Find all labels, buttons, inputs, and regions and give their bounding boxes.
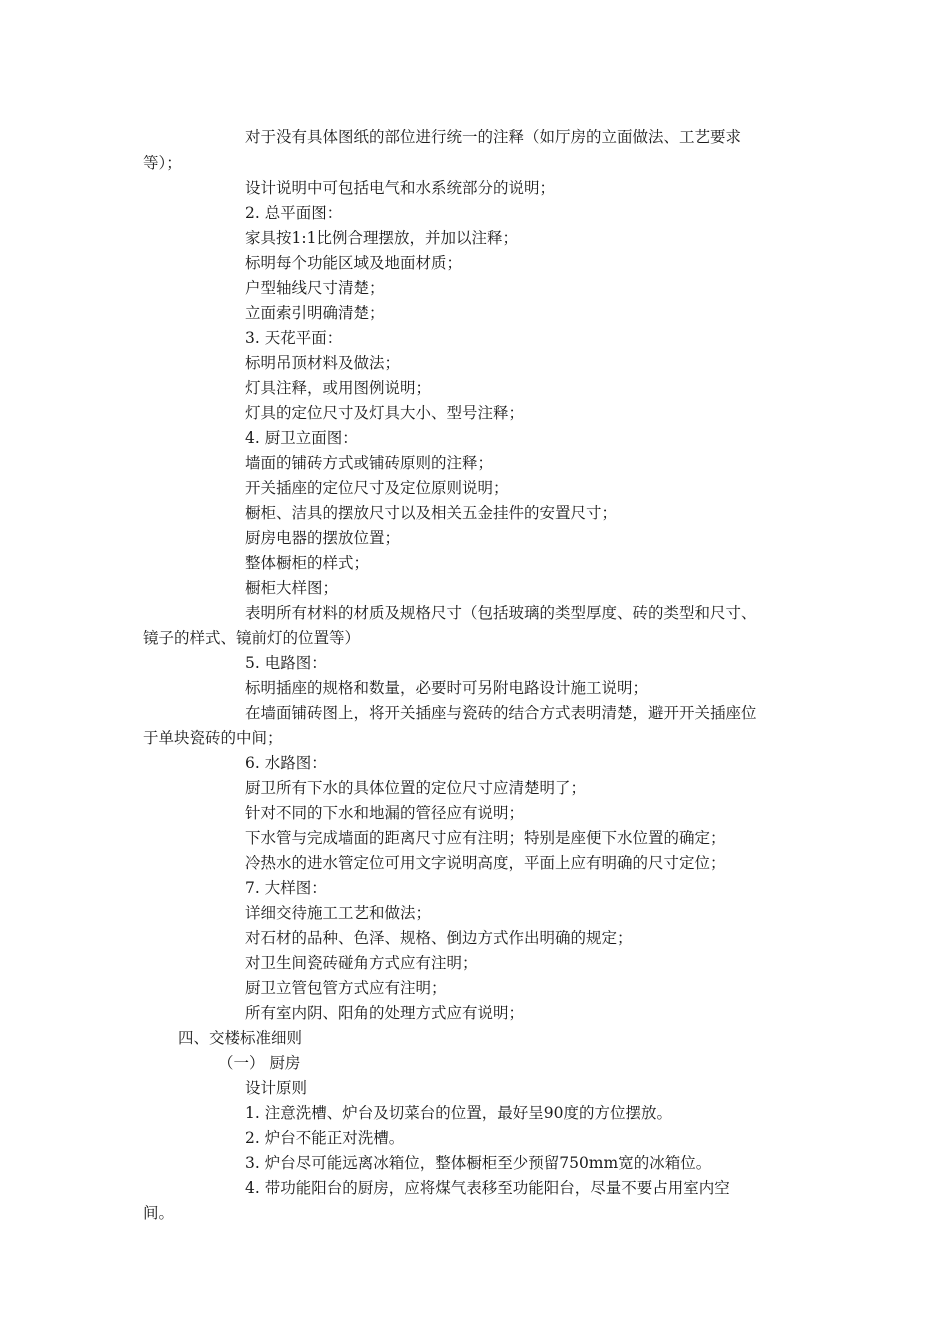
text-line: 间。 bbox=[143, 1204, 175, 1222]
item-heading: 4. 厨卫立面图： bbox=[245, 429, 358, 447]
text-line: 厨卫所有下水的具体位置的定位尺寸应清楚明了； bbox=[245, 779, 587, 797]
text-line: 在墙面铺砖图上，将开关插座与瓷砖的结合方式表明清楚，避开开关插座位 bbox=[245, 704, 757, 722]
text-line: 2. 炉台不能正对洗槽。 bbox=[245, 1129, 405, 1147]
text-line: 对卫生间瓷砖碰角方式应有注明； bbox=[245, 954, 478, 972]
text-line: 4. 带功能阳台的厨房，应将煤气表移至功能阳台，尽量不要占用室内空 bbox=[245, 1179, 730, 1197]
text-line: 对于没有具体图纸的部位进行统一的注释（如厅房的立面做法、工艺要求 bbox=[245, 128, 742, 146]
text-line: 整体橱柜的样式； bbox=[245, 554, 370, 572]
text-line: 橱柜大样图； bbox=[245, 579, 339, 597]
text-line: 灯具注释，或用图例说明； bbox=[245, 379, 432, 397]
text-line: 针对不同的下水和地漏的管径应有说明； bbox=[245, 804, 525, 822]
text-line: 标明每个功能区域及地面材质； bbox=[245, 254, 463, 272]
item-heading: 6. 水路图： bbox=[245, 754, 327, 772]
text-line: 于单块瓷砖的中间； bbox=[143, 729, 283, 747]
item-heading: 7. 大样图： bbox=[245, 879, 327, 897]
text-line: 所有室内阴、阳角的处理方式应有说明； bbox=[245, 1004, 525, 1022]
text-line: 对石材的品种、色泽、规格、倒边方式作出明确的规定； bbox=[245, 929, 633, 947]
section-heading: 四、交楼标准细则 bbox=[178, 1029, 303, 1047]
text-line: 厨卫立管包管方式应有注明； bbox=[245, 979, 447, 997]
text-line: 3. 炉台尽可能远离冰箱位，整体橱柜至少预留750mm宽的冰箱位。 bbox=[245, 1154, 712, 1172]
text-line: 厨房电器的摆放位置； bbox=[245, 529, 401, 547]
subsection-heading: （一） 厨房 bbox=[218, 1054, 301, 1072]
text-line: 户型轴线尺寸清楚； bbox=[245, 279, 385, 297]
text-line: 标明插座的规格和数量，必要时可另附电路设计施工说明； bbox=[245, 679, 649, 697]
item-heading: 3. 天花平面： bbox=[245, 329, 343, 347]
text-line: 下水管与完成墙面的距离尺寸应有注明；特别是座便下水位置的确定； bbox=[245, 829, 726, 847]
item-heading: 2. 总平面图： bbox=[245, 204, 343, 222]
item-heading: 5. 电路图： bbox=[245, 654, 327, 672]
text-line: 设计说明中可包括电气和水系统部分的说明； bbox=[245, 179, 556, 197]
text-line: 等）； bbox=[143, 154, 182, 172]
text-line: 家具按1:1比例合理摆放，并加以注释； bbox=[245, 229, 518, 247]
text-line: 表明所有材料的材质及规格尺寸（包括玻璃的类型厚度、砖的类型和尺寸、 bbox=[245, 604, 757, 622]
text-line: 冷热水的进水管定位可用文字说明高度，平面上应有明确的尺寸定位； bbox=[245, 854, 726, 872]
text-line: 设计原则 bbox=[245, 1079, 308, 1097]
text-line: 墙面的铺砖方式或铺砖原则的注释； bbox=[245, 454, 494, 472]
text-line: 橱柜、洁具的摆放尺寸以及相关五金挂件的安置尺寸； bbox=[245, 504, 618, 522]
text-line: 详细交待施工工艺和做法； bbox=[245, 904, 432, 922]
text-line: 灯具的定位尺寸及灯具大小、型号注释； bbox=[245, 404, 525, 422]
text-line: 立面索引明确清楚； bbox=[245, 304, 385, 322]
text-line: 开关插座的定位尺寸及定位原则说明； bbox=[245, 479, 509, 497]
text-line: 镜子的样式、镜前灯的位置等） bbox=[143, 629, 361, 647]
text-line: 标明吊顶材料及做法； bbox=[245, 354, 401, 372]
text-line: 1. 注意洗槽、炉台及切菜台的位置，最好呈90度的方位摆放。 bbox=[245, 1104, 672, 1122]
